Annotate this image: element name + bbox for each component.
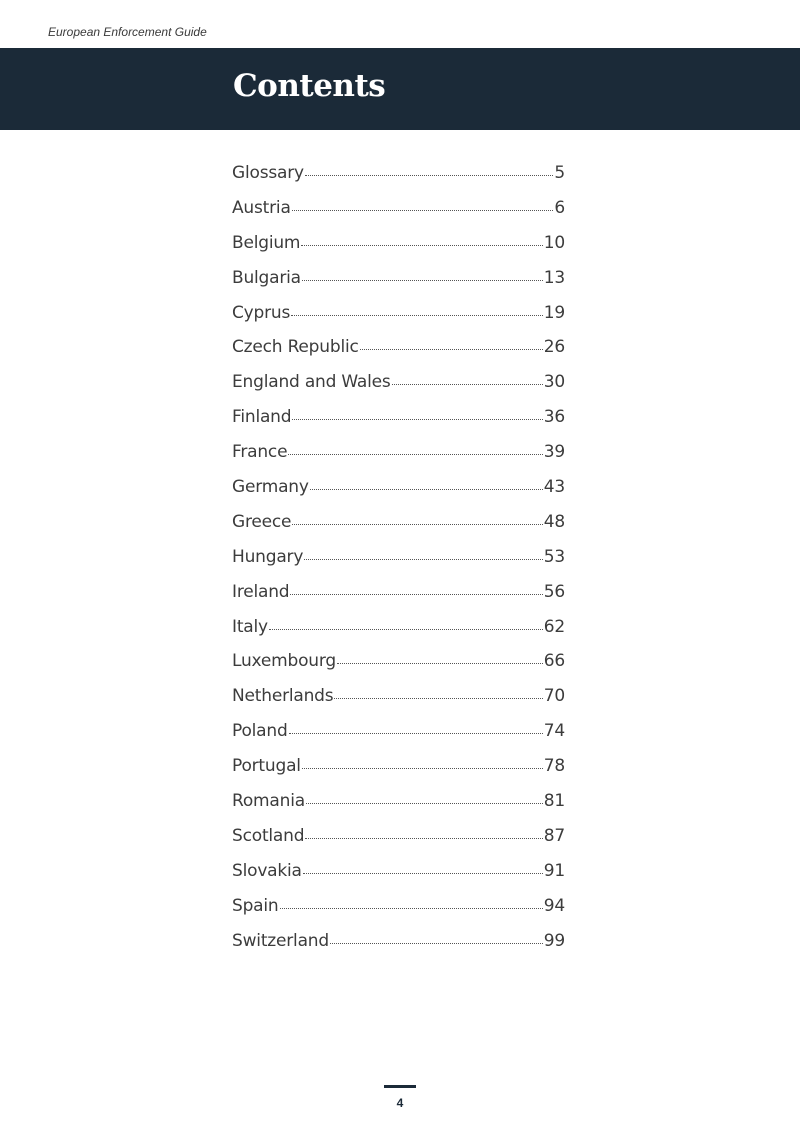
toc-entry-name: Belgium [232,232,301,253]
toc-entry-name: Switzerland [232,930,329,951]
toc-entry[interactable] [232,442,565,477]
toc-entry[interactable] [232,826,565,861]
toc-entry-name: Czech Republic [232,337,359,358]
page-number: 4 [396,1096,404,1110]
toc-entry[interactable] [232,372,565,407]
toc-entry-name: Bulgaria [232,267,301,288]
toc-entry-page: 87 [543,825,565,846]
toc-entry-page: 53 [543,546,565,567]
toc-entry-page: 62 [543,616,565,637]
toc-dot-leader [289,733,543,734]
table-of-contents [232,163,565,965]
toc-dot-leader [292,419,542,420]
toc-entry[interactable] [232,547,565,582]
toc-entry-page: 26 [543,337,565,358]
toc-entry[interactable] [232,512,565,547]
toc-dot-leader [301,245,542,246]
toc-dot-leader [306,803,543,804]
toc-dot-leader [337,663,543,664]
toc-entry-page: 78 [543,756,565,777]
toc-entry-page: 48 [543,511,565,532]
toc-entry-name: Ireland [232,581,290,602]
running-header: European Enforcement Guide [48,25,207,39]
toc-entry-name: France [232,442,288,463]
toc-entry-page: 36 [543,407,565,428]
toc-entry-name: Poland [232,721,288,742]
toc-entry-name: Netherlands [232,686,334,707]
toc-entry-name: Slovakia [232,860,302,881]
toc-dot-leader [392,384,543,385]
toc-entry[interactable] [232,477,565,512]
toc-entry-name: Hungary [232,546,304,567]
toc-dot-leader [269,629,543,630]
toc-entry[interactable] [232,896,565,931]
toc-entry[interactable] [232,163,565,198]
toc-entry[interactable] [232,651,565,686]
toc-entry-page: 30 [543,372,565,393]
toc-entry-page: 43 [543,477,565,498]
toc-entry[interactable] [232,931,565,966]
toc-entry-name: Greece [232,511,292,532]
toc-entry[interactable] [232,686,565,721]
toc-dot-leader [330,943,543,944]
toc-entry[interactable] [232,303,565,338]
title-band [0,48,800,130]
toc-dot-leader [310,489,543,490]
toc-entry-name: Spain [232,895,279,916]
toc-entry-page: 19 [543,302,565,323]
toc-dot-leader [290,594,542,595]
toc-dot-leader [292,524,542,525]
page-title: Contents [233,68,386,104]
toc-entry[interactable] [232,861,565,896]
toc-entry-page: 94 [543,895,565,916]
toc-entry-name: Luxembourg [232,651,336,672]
toc-entry[interactable] [232,268,565,303]
toc-entry[interactable] [232,233,565,268]
footer-rule [384,1085,416,1088]
toc-dot-leader [305,175,553,176]
toc-entry-name: England and Wales [232,372,391,393]
toc-entry-page: 81 [543,791,565,812]
toc-dot-leader [305,838,542,839]
toc-entry-page: 5 [554,163,565,183]
toc-entry-name: Germany [232,477,309,498]
toc-entry[interactable] [232,791,565,826]
toc-entry-name: Austria [232,197,291,218]
toc-entry-name: Glossary [232,163,304,183]
toc-entry[interactable] [232,407,565,442]
toc-entry-page: 66 [543,651,565,672]
toc-entry[interactable] [232,582,565,617]
toc-entry-name: Scotland [232,825,305,846]
toc-entry-name: Cyprus [232,302,291,323]
toc-dot-leader [303,873,543,874]
toc-dot-leader [334,698,542,699]
toc-entry-page: 56 [543,581,565,602]
toc-entry-page: 13 [543,267,565,288]
toc-entry-name: Finland [232,407,292,428]
toc-dot-leader [288,454,542,455]
toc-entry[interactable] [232,756,565,791]
toc-dot-leader [302,768,543,769]
toc-dot-leader [304,559,543,560]
toc-entry-page: 10 [543,232,565,253]
toc-entry-name: Italy [232,616,268,637]
toc-entry-page: 99 [543,930,565,951]
toc-entry-page: 6 [554,197,565,218]
toc-dot-leader [302,280,543,281]
toc-dot-leader [360,349,543,350]
toc-entry-page: 74 [543,721,565,742]
toc-entry-page: 70 [543,686,565,707]
toc-dot-leader [291,315,543,316]
toc-entry[interactable] [232,198,565,233]
toc-entry-name: Portugal [232,756,301,777]
toc-entry-page: 91 [543,860,565,881]
toc-dot-leader [280,908,543,909]
toc-entry[interactable] [232,721,565,756]
toc-entry[interactable] [232,617,565,652]
toc-entry-name: Romania [232,791,305,812]
toc-entry-page: 39 [543,442,565,463]
toc-entry[interactable] [232,337,565,372]
toc-dot-leader [292,210,554,211]
